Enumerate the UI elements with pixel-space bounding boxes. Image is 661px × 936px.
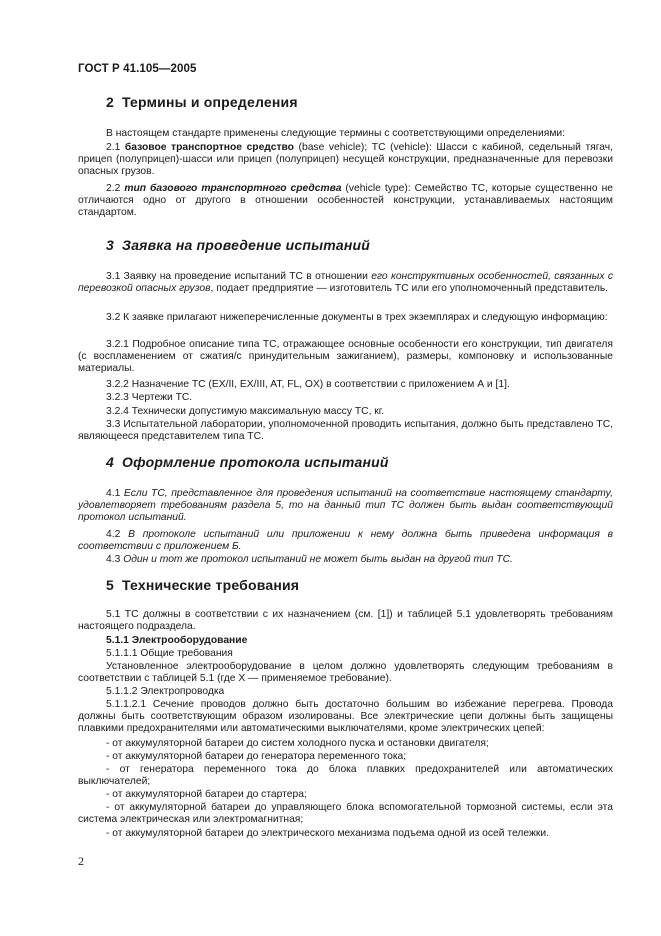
document-header: ГОСТ Р 41.105—2005 [78, 63, 197, 75]
para-number: 4.3 [106, 554, 124, 565]
paragraph-4-3 [78, 554, 613, 566]
italic-text: В протоколе испытаний или приложении к нему должна быть приведена информация в соответствии с приложением Б. [78, 529, 613, 553]
list-item: - от аккумуляторной батареи до генератора переменного тока; [106, 751, 407, 762]
section-number: 5 [106, 577, 114, 593]
list-item: - от аккумуляторной батареи до стартера; [106, 789, 307, 800]
list-item: - от аккумуляторной батареи до электрического механизма подъема одной из осей тележки. [106, 828, 550, 839]
paragraph-5-1: 5.1 ТС должны в соответствии с их назначением (см. [1]) и таблицей 5.1 удовлетворять требованиям настоящего подраздела. [78, 609, 613, 633]
section-3-title [106, 237, 370, 253]
paragraph-5-1-1-2-1: 5.1.1.2.1 Сечение проводов должно быть достаточно большим во избежание перегрева. Провода должны быть соответствующим образом изолированы. Все электрические цепи должны быть защищены плавкими предохранителями или автоматическими выключателями, кроме электрических цепей: [78, 699, 613, 735]
section-4-title [106, 454, 389, 470]
section-title-text: Технические требования [122, 577, 300, 593]
paragraph-3-2-2: 3.2.2 Назначение ТС (EX/II, EX/III, AT, FL, OX) в соответствии с приложением А и [1]. [106, 379, 510, 390]
term-definition: (base vehicle); ТС (vehicle): Шасси с кабиной, седельный тягач, прицеп (полуприцеп)-шасси или прицеп (полуприцеп) несущей конструкции, предназначенные для перевозки опасных грузов. [78, 142, 613, 178]
term-name: тип базового транспортного средства [124, 183, 342, 194]
subsection-5-1-1: 5.1.1 Электрооборудование [106, 635, 248, 646]
term-2-1 [78, 142, 613, 179]
paragraph-4-2 [78, 529, 613, 553]
section-title-text: Заявка на проведение испытаний [122, 237, 371, 253]
italic-text: его конструктивных особенностей, связанных с перевозкой опасных грузов [78, 271, 613, 295]
para-number: 4.1 [106, 488, 124, 499]
paragraph-3-2-4: 3.2.4 Технически допустимую максимальную массу ТС, кг. [106, 406, 385, 417]
text: , подает предприятие — изготовитель ТС или его уполномоченный представитель. [210, 283, 609, 295]
subsection-5-1-1-2: 5.1.1.2 Электропроводка [106, 686, 225, 697]
term-name: базовое транспортное средство [124, 142, 294, 153]
italic-text: Если ТС, представленное для проведения испытаний на соответствие настоящему стандарту, удовлетворяет требованиям раздела 5, то на данный тип ТС должен быть выдан соответствующий протокол испытаний. [78, 488, 613, 524]
section-2-title [106, 94, 298, 110]
term-definition: (vehicle type): Семейство ТС, которые существенно не отличаются одно от другого в отношении особенностей конструкции, устанавливаемых настоящим стандартом. [78, 183, 613, 219]
paragraph-3-2-3: 3.2.3 Чертежи ТС. [106, 392, 193, 403]
section-number: 3 [106, 237, 114, 253]
section-title-text: Оформление протокола испытаний [122, 454, 389, 470]
list-item: - от аккумуляторной батареи до систем холодного пуска и остановки двигателя; [106, 738, 489, 749]
list-item: - от аккумуляторной батареи до управляющего блока вспомогательной тормозной системы, если эта система электрическая или электромагнитная; [78, 802, 613, 826]
paragraph-3-2-1: 3.2.1 Подробное описание типа ТС, отражающее основные особенности его конструкции, тип двигателя (с воспламенением от сжатия/с принудительным зажиганием), размеры, компоновку и использованные материалы. [78, 339, 613, 375]
section-title-text: Термины и определения [122, 94, 298, 110]
term-2-2 [78, 183, 613, 220]
paragraph: В настоящем стандарте применены следующие термины с соответствующими определениями: [106, 128, 566, 139]
para-number: 4.2 [106, 529, 129, 540]
section-number: 2 [106, 94, 114, 110]
paragraph-3-2: 3.2 К заявке прилагают нижеперечисленные документы в трех экземплярах и следующую информацию: [106, 312, 608, 323]
paragraph-4-1 [78, 488, 613, 525]
paragraph-3-1 [78, 271, 613, 295]
italic-text: Один и тот же протокол испытаний не может быть выдан на другой тип ТС. [123, 554, 513, 565]
section-5-title [106, 577, 299, 593]
section-number: 4 [106, 454, 114, 470]
list-item: - от генератора переменного тока до блока плавких предохранителей или автоматических выключателей; [78, 764, 613, 788]
paragraph: Установленное электрооборудование в целом должно удовлетворять следующим требованиям в соответствии с таблицей 5.1 (где Х — применяемое требование). [78, 661, 613, 685]
page-number: 2 [78, 854, 84, 868]
term-number: 2.1 [106, 142, 121, 153]
text: 3.1 Заявку на проведение испытаний ТС в отношении [106, 271, 372, 282]
term-number: 2.2 [106, 183, 121, 194]
paragraph-3-3: 3.3 Испытательной лаборатории, уполномоченной проводить испытания, должно быть представлено ТС, являющееся представителем типа ТС. [78, 419, 613, 443]
subsection-5-1-1-1: 5.1.1.1 Общие требования [106, 648, 233, 659]
